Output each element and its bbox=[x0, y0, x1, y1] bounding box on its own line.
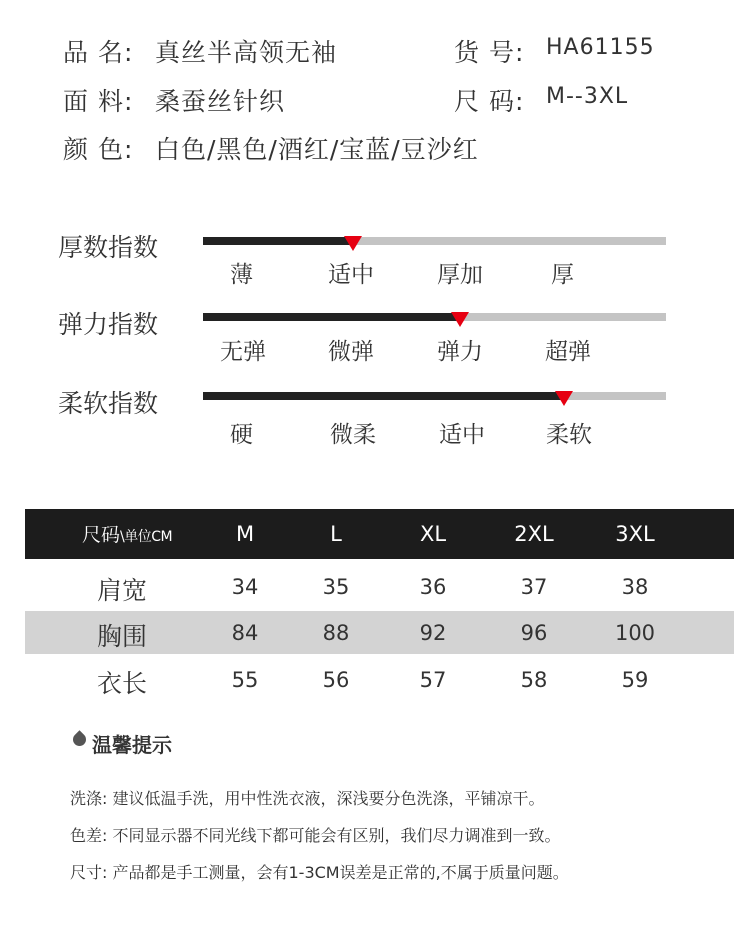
index-level: 微柔 bbox=[330, 422, 376, 448]
tip-size-text: 产品都是手工测量，会有1-3CM误差是正常的,不属于质量问题。 bbox=[112, 863, 569, 882]
table-cell: 37 bbox=[520, 575, 548, 599]
size-value: M--3XL bbox=[546, 84, 629, 109]
tip-wash bbox=[70, 786, 545, 809]
table-cell: 58 bbox=[520, 668, 548, 692]
table-cell: 92 bbox=[419, 621, 447, 645]
size-column-header: 3XL bbox=[615, 522, 655, 546]
index-title: 柔软指数 bbox=[58, 389, 159, 418]
table-cell: 84 bbox=[231, 621, 259, 645]
product-name-label: 品 名: bbox=[63, 38, 134, 67]
index-level: 超弹 bbox=[545, 339, 591, 365]
index-level: 硬 bbox=[230, 422, 253, 448]
sku-value: HA61155 bbox=[546, 35, 655, 60]
index-marker-icon bbox=[555, 391, 573, 406]
table-row-name: 衣长 bbox=[97, 669, 148, 698]
index-level: 厚加 bbox=[437, 262, 483, 288]
table-cell: 34 bbox=[231, 575, 259, 599]
index-level: 弹力 bbox=[437, 339, 483, 365]
index-bar bbox=[203, 392, 666, 400]
index-bar bbox=[203, 237, 666, 245]
index-bar bbox=[203, 313, 666, 321]
size-column-header: M bbox=[235, 522, 255, 546]
index-title: 厚数指数 bbox=[58, 233, 159, 262]
index-bar-fill bbox=[203, 313, 460, 321]
index-level: 微弹 bbox=[328, 339, 374, 365]
color-value: 白色/黑色/酒红/宝蓝/豆沙红 bbox=[155, 135, 479, 164]
table-cell: 88 bbox=[322, 621, 350, 645]
tip-color bbox=[70, 823, 561, 846]
fabric-value: 桑蚕丝针织 bbox=[155, 87, 286, 116]
fabric-label: 面 料: bbox=[63, 87, 134, 116]
index-level: 适中 bbox=[439, 422, 485, 448]
index-bar-fill bbox=[203, 237, 353, 245]
size-table-label: 尺码 bbox=[82, 524, 121, 546]
index-level: 厚 bbox=[551, 262, 574, 288]
tip-size bbox=[70, 860, 569, 883]
table-cell: 57 bbox=[419, 668, 447, 692]
size-table-corner bbox=[82, 509, 172, 559]
product-name-value: 真丝半高领无袖 bbox=[155, 38, 338, 67]
size-table-unit: \单位CM bbox=[120, 529, 173, 545]
size-column-header: L bbox=[330, 522, 342, 546]
index-level: 柔软 bbox=[546, 422, 592, 448]
tips-title: 温馨提示 bbox=[92, 733, 172, 757]
table-cell: 96 bbox=[520, 621, 548, 645]
tip-size-label: 尺寸: bbox=[70, 863, 108, 882]
sku-label: 货 号: bbox=[454, 38, 525, 67]
size-table-header bbox=[25, 509, 734, 559]
index-level: 无弹 bbox=[220, 339, 266, 365]
index-bar-fill bbox=[203, 392, 564, 400]
size-label: 尺 码: bbox=[454, 87, 525, 116]
size-column-header: 2XL bbox=[514, 522, 554, 546]
water-drop-icon bbox=[70, 730, 88, 748]
index-level: 薄 bbox=[230, 262, 253, 288]
tip-color-label: 色差: bbox=[70, 826, 108, 845]
table-cell: 55 bbox=[231, 668, 259, 692]
color-label: 颜 色: bbox=[63, 135, 134, 164]
index-marker-icon bbox=[344, 236, 362, 251]
index-level: 适中 bbox=[328, 262, 374, 288]
tip-color-text: 不同显示器不同光线下都可能会有区别，我们尽力调准到一致。 bbox=[112, 826, 561, 845]
table-cell: 35 bbox=[322, 575, 350, 599]
table-cell: 56 bbox=[322, 668, 350, 692]
index-title: 弹力指数 bbox=[58, 310, 159, 339]
table-cell: 38 bbox=[621, 575, 649, 599]
table-cell: 100 bbox=[614, 621, 656, 645]
size-column-header: XL bbox=[419, 522, 447, 546]
table-cell: 36 bbox=[419, 575, 447, 599]
tip-wash-text: 建议低温手洗，用中性洗衣液，深浅要分色洗涤，平铺凉干。 bbox=[112, 789, 545, 808]
table-row-name: 胸围 bbox=[97, 622, 148, 651]
table-row-name: 肩宽 bbox=[97, 576, 148, 605]
table-cell: 59 bbox=[621, 668, 649, 692]
index-marker-icon bbox=[451, 312, 469, 327]
tip-wash-label: 洗涤: bbox=[70, 789, 108, 808]
